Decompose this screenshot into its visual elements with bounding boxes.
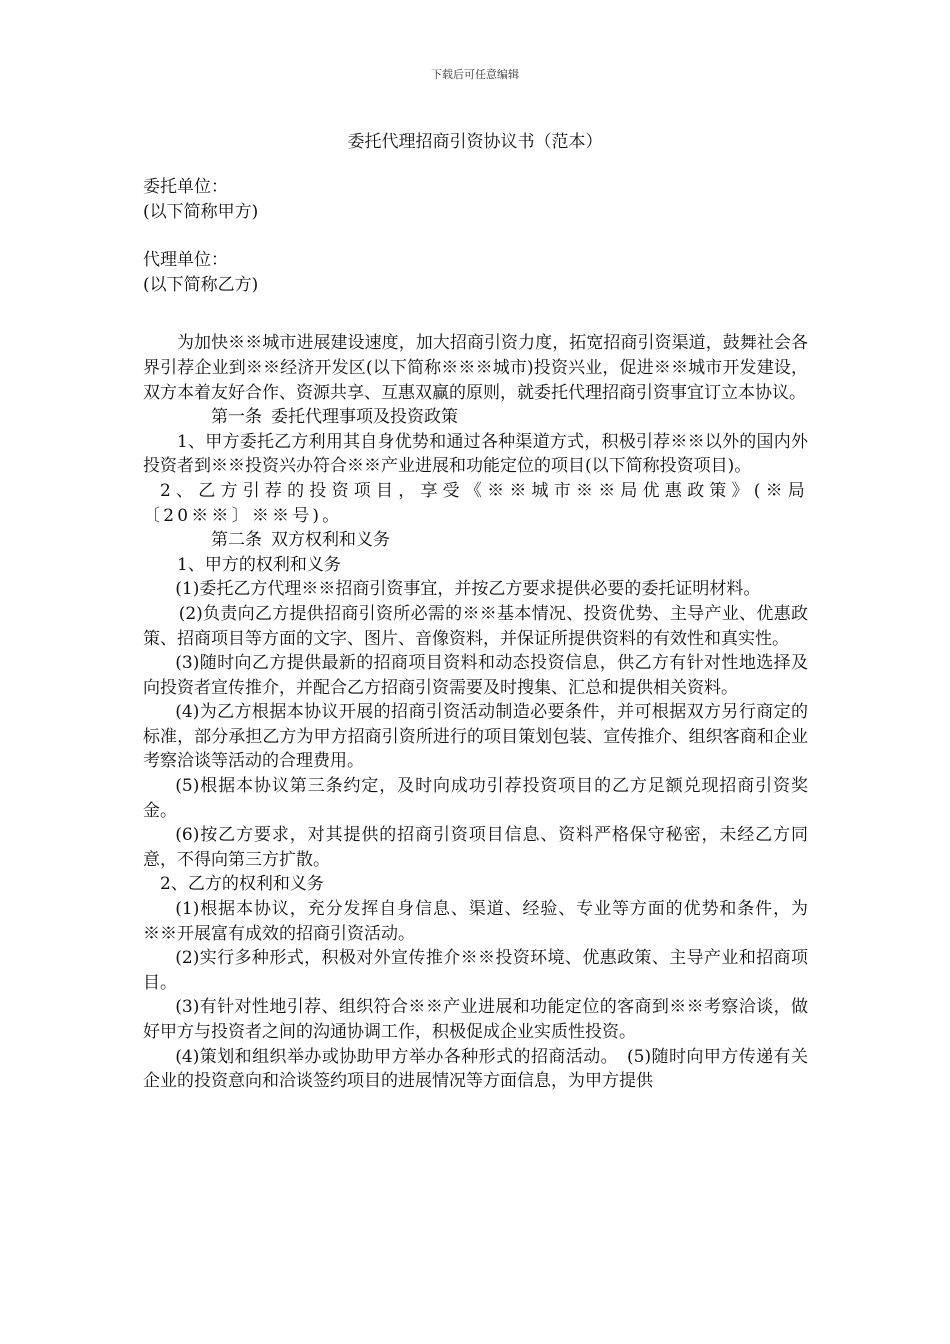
preamble-paragraph: 为加快※※城市进展建设速度，加大招商引资力度，拓宽招商引资渠道，鼓舞社会各界引荐企业到※※经济开发区(以下简称※※※城市)投资兴业，促进※※城市开发建设，双方本着友好合作、资源共享、互惠双赢的原则，就委托代理招商引资事宜订立本协议。 (143, 333, 808, 403)
party-a-item: (1)委托乙方代理※※招商引资事宜，并按乙方要求提供必要的委托证明材料。 (175, 579, 761, 600)
party-a-item: (3)随时向乙方提供最新的招商项目资料和动态投资信息，供乙方有针对性地选择及向投资者宣传推介，并配合乙方招商引资需要及时搜集、汇总和提供相关资料。 (143, 653, 808, 698)
party-a-item: (6)按乙方要求，对其提供的招商引资项目信息、资料严格保守秘密，未经乙方同意，不得向第三方扩散。 (143, 825, 808, 870)
party-a-label: 委托单位： (143, 177, 228, 197)
article-1-title: 委托代理事项及投资政策 (271, 407, 458, 428)
party-b-label: 代理单位： (143, 250, 228, 271)
party-b-item: (1)根据本协议，充分发挥自身信息、渠道、经验、专业等方面的优势和条件，为※※开展富有成效的招商引资活动。 (143, 899, 808, 944)
article-1-number: 第一条 (211, 407, 262, 428)
article-2-heading (143, 528, 808, 553)
party-a-item: (2)负责向乙方提供招商引资所必需的※※基本情况、投资优势、主导产业、优惠政策、招商项目等方面的文字、图片、音像资料，并保证所提供资料的有效性和真实性。 (143, 603, 808, 649)
party-a-rights-heading: 1、甲方的权利和义务 (177, 554, 341, 575)
article-2-title: 双方权利和义务 (271, 530, 390, 551)
document-title: 委托代理招商引资协议书（范本） (347, 132, 603, 152)
party-b-note: (以下简称乙方) (143, 274, 259, 295)
article-1-heading (143, 405, 808, 430)
party-b-item: (4)策划和组织举办或协助甲方举办各种形式的招商活动。 (5)随时向甲方传递有关企业的投资意向和洽谈签约项目的进展情况等方面信息，为甲方提供 (143, 1046, 808, 1092)
party-a-note: (以下简称甲方) (143, 201, 259, 222)
article-1-item-1: 1、甲方委托乙方利用其自身优势和通过各种渠道方式，积极引荐※※以外的国内外投资者到※※投资兴办符合※※产业进展和功能定位的项目(以下简称投资项目)。 (143, 431, 808, 477)
article-1-item-2: 2、乙方引荐的投资项目，享受《※※城市※※局优惠政策》(※局〔20※※〕※※号)。 (143, 480, 808, 526)
party-b-rights-heading: 2、乙方的权利和义务 (160, 874, 324, 895)
party-a-item: (5)根据本协议第三条约定，及时向成功引荐投资项目的乙方足额兑现招商引资奖金。 (143, 776, 808, 821)
party-b-item: (2)实行多种形式，积极对外宣传推介※※投资环境、优惠政策、主导产业和招商项目。 (143, 948, 808, 993)
article-2-number: 第二条 (211, 530, 262, 551)
party-a-item: (4)为乙方根据本协议开展的招商引资活动制造必要条件，并可根据双方另行商定的标准，部分承担乙方为甲方招商引资所进行的项目策划包装、宣传推介、组织客商和企业考察洽谈等活动的合理费用。 (143, 702, 808, 772)
header-note: 下载后可任意编辑 (431, 68, 519, 81)
document-body (143, 175, 808, 1094)
party-b-item: (3)有针对性地引荐、组织符合※※产业进展和功能定位的客商到※※考察洽谈，做好甲方与投资者之间的沟通协调工作，积极促成企业实质性投资。 (143, 997, 808, 1042)
